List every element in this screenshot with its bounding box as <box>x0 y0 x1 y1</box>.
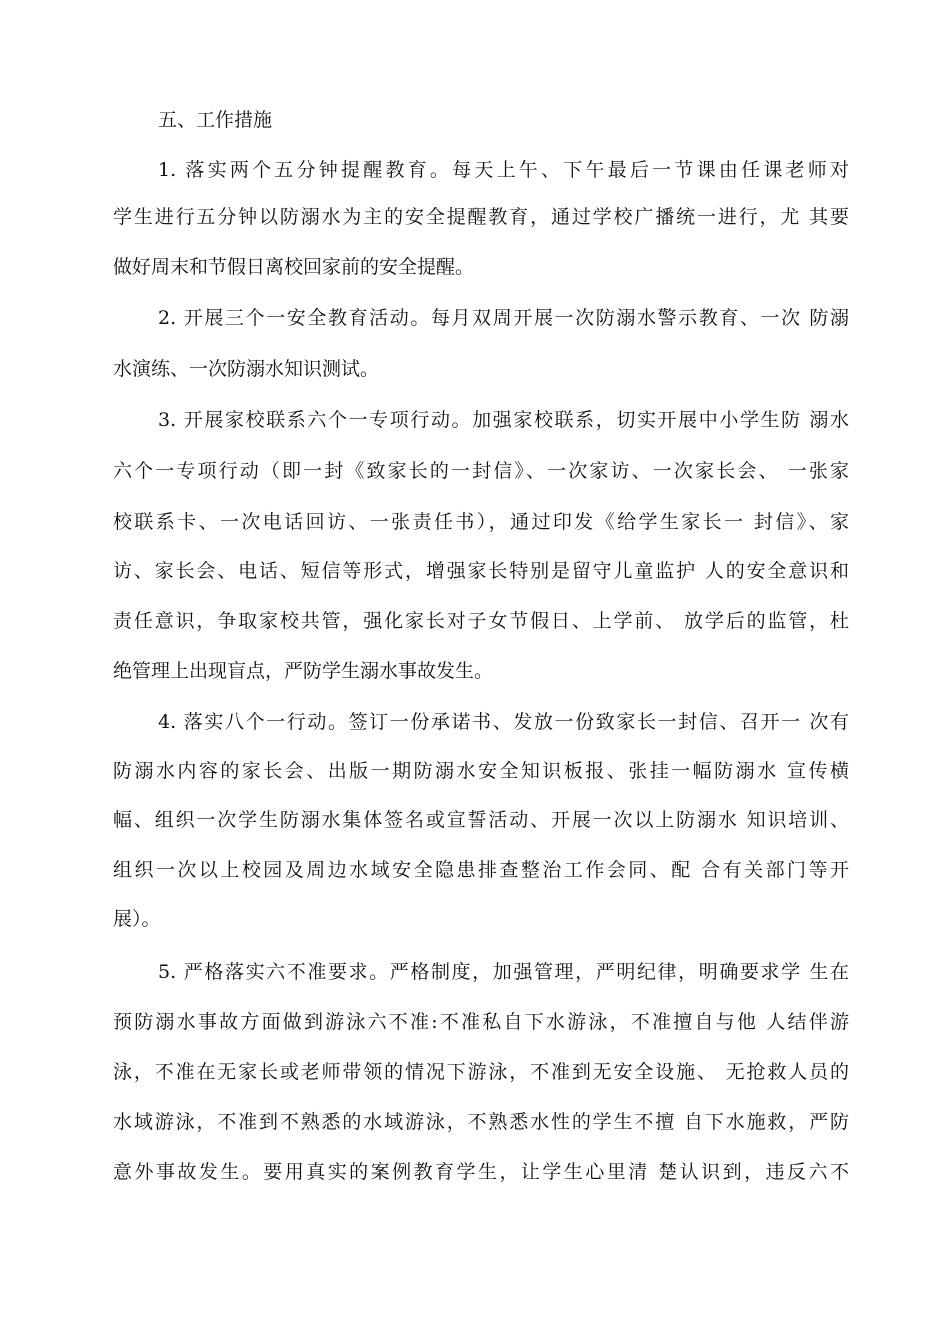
paragraph-3-line-3: 校联系卡、一次电话回访、一张责任书），通过印发《给学生家长一 封信》、家 <box>113 511 849 533</box>
paragraph-3-line-4: 访、家长会、电话、短信等形式，增强家长特别是留守儿童监护 人的安全意识和 <box>113 560 849 582</box>
paragraph-5-line-4: 水域游泳，不准到不熟悉的水域游泳，不熟悉水性的学生不擅 自下水施救，严防 <box>113 1111 849 1133</box>
paragraph-3-line-6: 绝管理上出现盲点，严防学生溺水事故发生。 <box>113 660 494 682</box>
paragraph-4-line-5: 展）。 <box>113 908 161 930</box>
paragraph-5-line-3: 泳，不准在无家长或老师带领的情况下游泳，不准到无安全设施、 无抢救人员的 <box>113 1061 849 1083</box>
paragraph-1-line-2: 学生进行五分钟以防溺水为主的安全提醒教育，通过学校广播统一进行，尤 其要 <box>113 206 849 228</box>
paragraph-4-line-1: 4. 落实八个一行动。签订一份承诺书、发放一份致家长一封信、召开一 次有 <box>158 711 849 733</box>
paragraph-3-line-5: 责任意识，争取家校共管，强化家长对子女节假日、上学前、 放学后的监管，杜 <box>113 610 849 632</box>
paragraph-5-line-1: 5. 严格落实六不准要求。严格制度，加强管理，严明纪律，明确要求学 生在 <box>158 961 849 983</box>
paragraph-5-line-5: 意外事故发生。要用真实的案例教育学生，让学生心里清 楚认识到，违反六不 <box>113 1161 849 1183</box>
section-heading: 五、工作措施 <box>158 109 273 131</box>
paragraph-5-line-2: 预防溺水事故方面做到游泳六不准:不准私自下水游泳，不准擅自与他 人结伴游 <box>113 1011 849 1033</box>
paragraph-2-line-1: 2. 开展三个一安全教育活动。每月双周开展一次防溺水警示教育、一次 防溺 <box>158 307 849 329</box>
paragraph-1-line-1: 1. 落实两个五分钟提醒教育。每天上午、下午最后一节课由任课老师对 <box>158 159 849 181</box>
paragraph-4-line-3: 幅、组织一次学生防溺水集体签名或宣誓活动、开展一次以上防溺水 知识培训、 <box>113 809 849 831</box>
paragraph-4-line-2: 防溺水内容的家长会、出版一期防溺水安全知识板报、张挂一幅防溺水 宣传横 <box>113 760 849 782</box>
paragraph-3-line-2: 六个一专项行动（即一封《致家长的一封信》、一次家访、一次家长会、 一张家 <box>113 460 849 482</box>
paragraph-2-line-2: 水演练、一次防溺水知识测试。 <box>113 358 380 380</box>
paragraph-4-line-4: 组织一次以上校园及周边水域安全隐患排查整治工作会同、配 合有关部门等开 <box>113 859 849 881</box>
paragraph-1-line-3: 做好周末和节假日离校回家前的安全提醒。 <box>113 256 475 278</box>
paragraph-3-line-1: 3. 开展家校联系六个一专项行动。加强家校联系，切实开展中小学生防 溺水 <box>158 409 849 431</box>
